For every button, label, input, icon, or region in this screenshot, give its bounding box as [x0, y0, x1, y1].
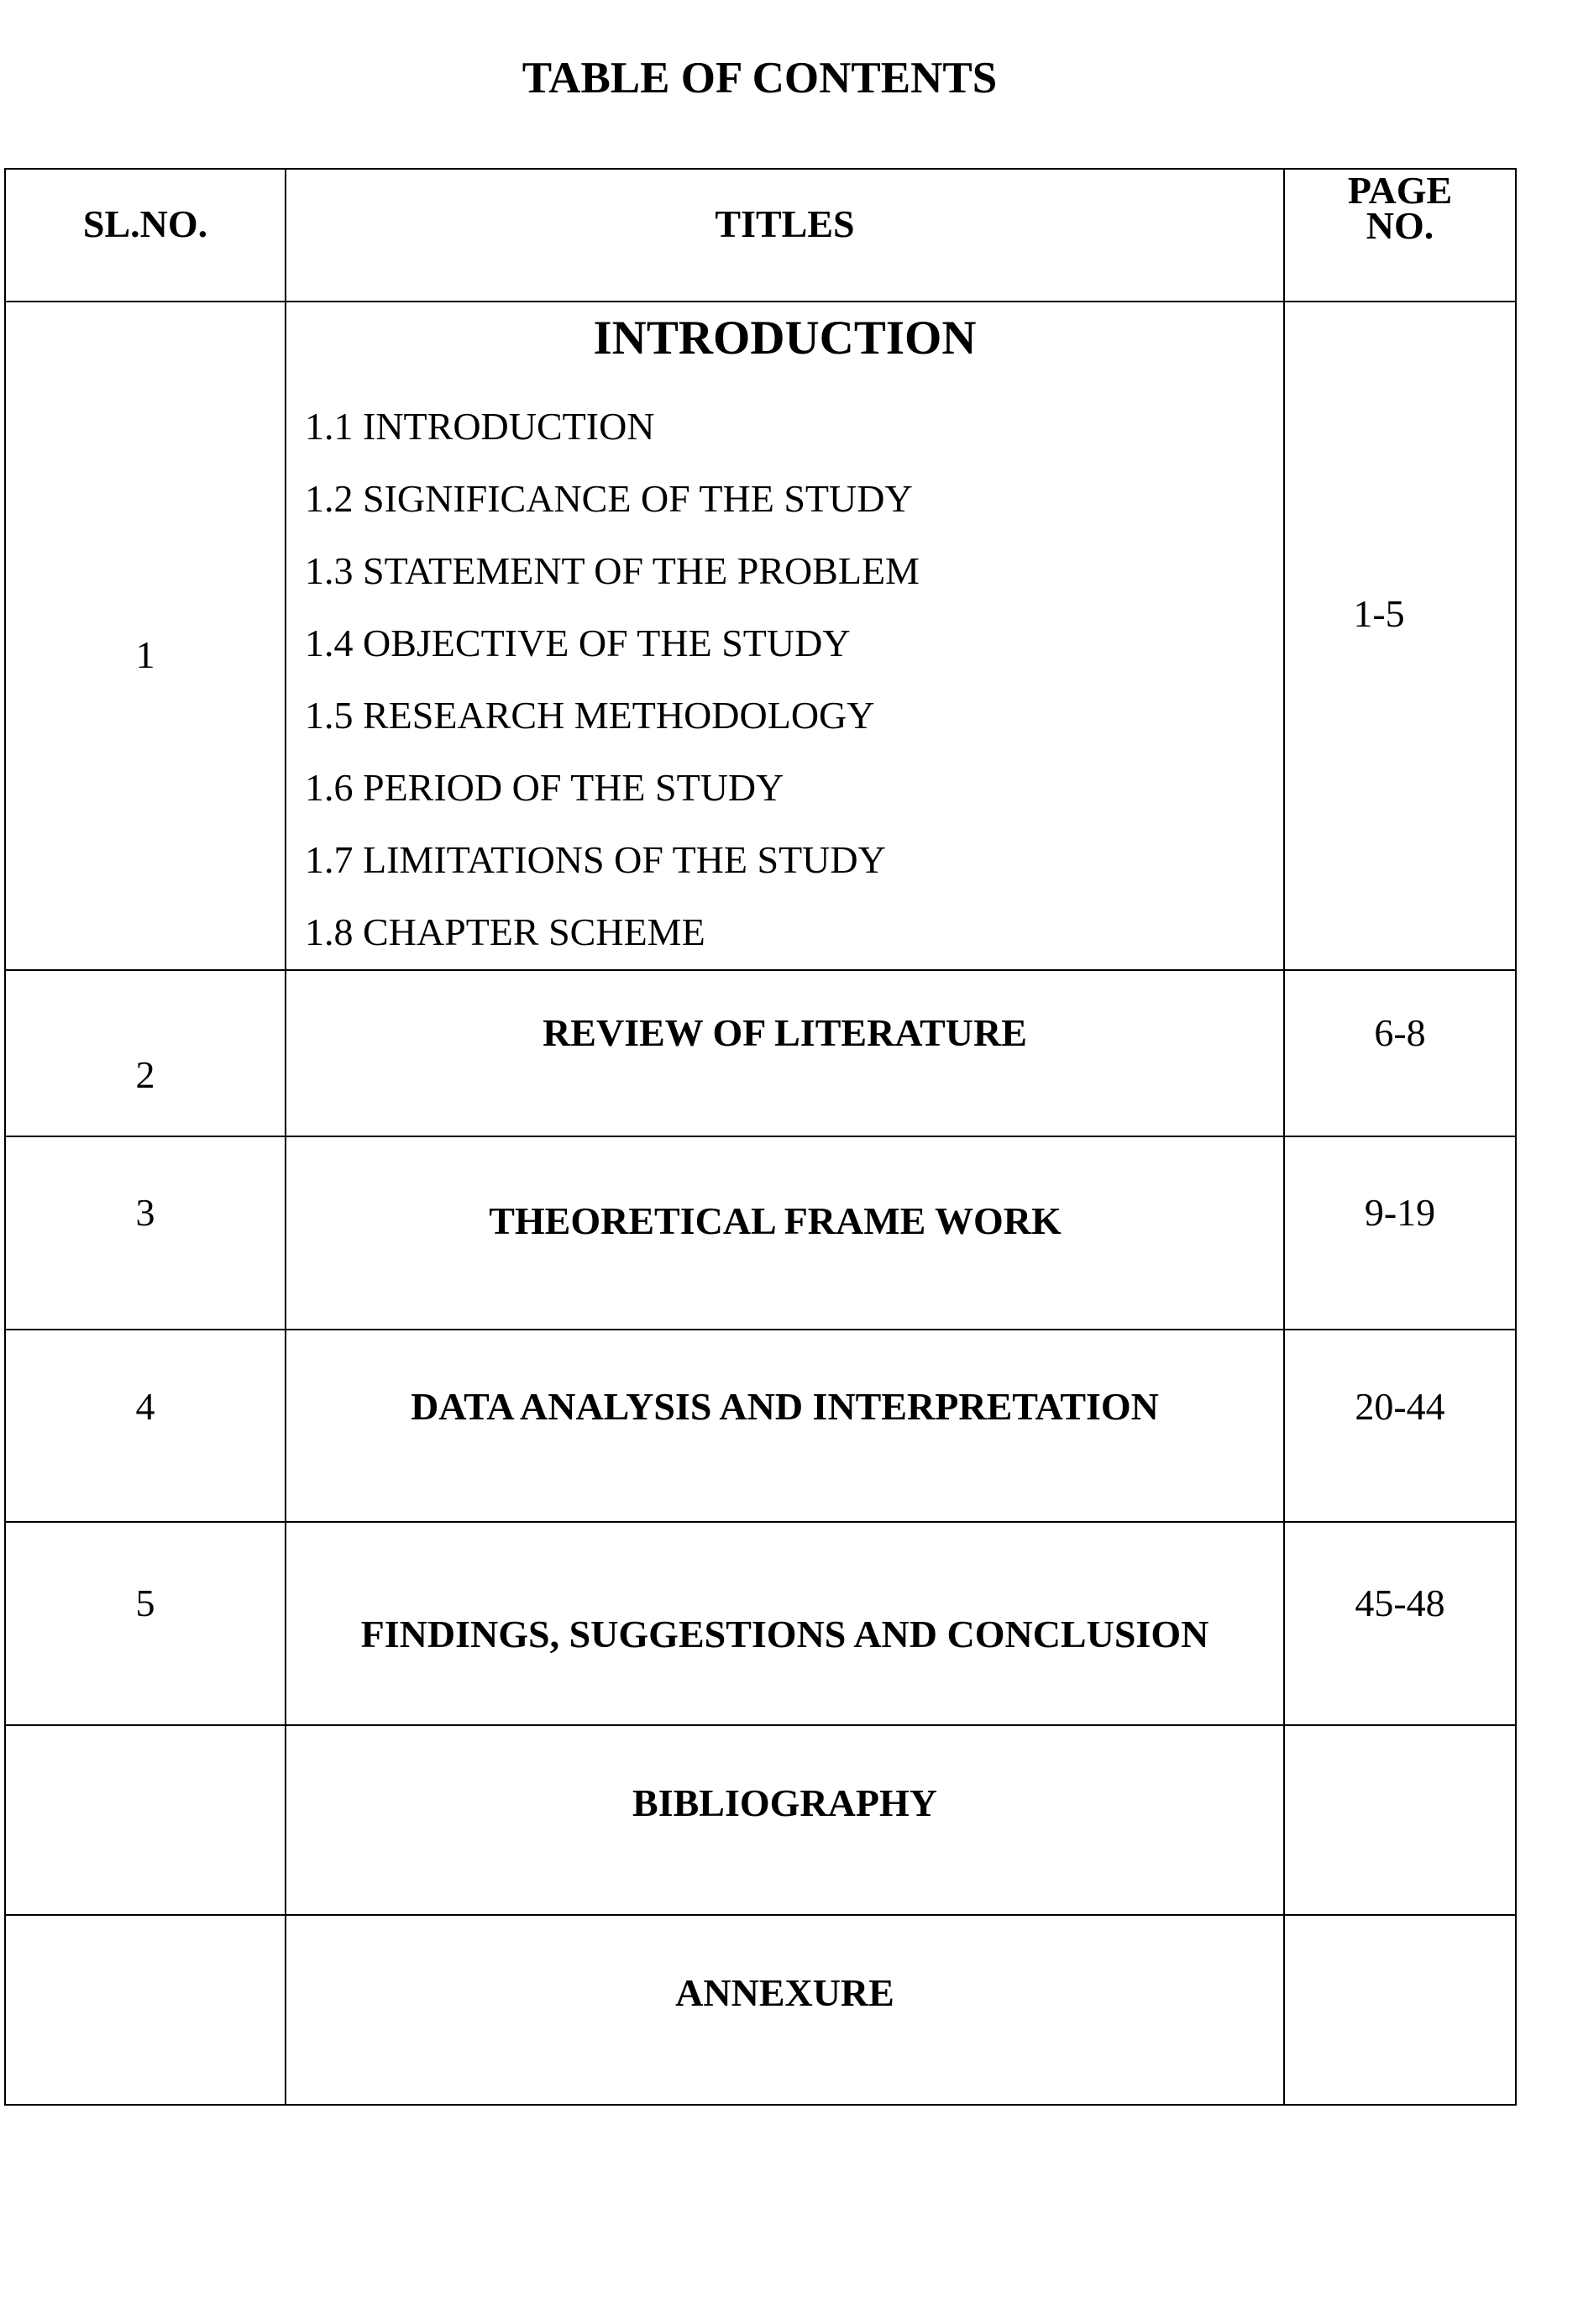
sl-no: 2: [135, 1053, 155, 1096]
sl-no-cell: [5, 970, 286, 1136]
title-cell: [286, 1725, 1284, 1915]
sl-no: 5: [135, 1582, 155, 1624]
page-no-cell: [1284, 1725, 1516, 1915]
page-no-cell: [1284, 1915, 1516, 2105]
table-row: [5, 1725, 1516, 1915]
page-title: TABLE OF CONTENTS: [522, 54, 998, 102]
list-item: 1.5 RESEARCH METHODOLOGY: [305, 694, 875, 737]
title-cell: [286, 970, 1284, 1136]
title-cell: [286, 1522, 1284, 1725]
chapter-heading: INTRODUCTION: [593, 312, 977, 365]
page-no-cell: [1284, 1330, 1516, 1522]
list-item: 1.3 STATEMENT OF THE PROBLEM: [305, 549, 920, 592]
header-sl-no: SL.NO.: [82, 202, 208, 245]
list-item: 1.2 SIGNIFICANCE OF THE STUDY: [305, 477, 913, 520]
row-title: DATA ANALYSIS AND INTERPRETATION: [411, 1385, 1159, 1428]
table-row: [5, 970, 1516, 1136]
list-item: 1.4 OBJECTIVE OF THE STUDY: [305, 622, 851, 664]
header-page-no-line1: PAGE: [1347, 169, 1453, 212]
row-title: THEORETICAL FRAME WORK: [489, 1199, 1062, 1242]
title-cell: [286, 1136, 1284, 1330]
list-item: 1.6 PERIOD OF THE STUDY: [305, 766, 784, 809]
list-item: 1.1 INTRODUCTION: [305, 405, 655, 448]
table-row: [5, 1915, 1516, 2105]
table-row: [5, 1136, 1516, 1330]
sl-no: 4: [135, 1385, 155, 1428]
table-row: [5, 302, 1516, 970]
list-item: 1.8 CHAPTER SCHEME: [305, 910, 705, 953]
subsection-list: [305, 391, 920, 968]
row-title: ANNEXURE: [675, 1971, 894, 2014]
header-cell-page-no: [1284, 169, 1516, 302]
row-title: REVIEW OF LITERATURE: [543, 1011, 1027, 1054]
sl-no: 3: [135, 1191, 155, 1234]
contents-table: [4, 168, 1517, 2106]
header-titles: TITLES: [715, 202, 855, 245]
page-no-cell: [1284, 302, 1516, 970]
sl-no-cell: [5, 302, 286, 970]
title-cell: [286, 1330, 1284, 1522]
page-no-cell: [1284, 1522, 1516, 1725]
header-page-no-line2: NO.: [1366, 204, 1434, 247]
table-row: [5, 1522, 1516, 1725]
page-no: 9-19: [1364, 1191, 1436, 1234]
title-cell: [286, 302, 1284, 970]
sl-no: 1: [135, 633, 155, 676]
sl-no-cell: [5, 1915, 286, 2105]
row-title: FINDINGS, SUGGESTIONS AND CONCLUSION: [360, 1613, 1209, 1655]
sl-no-cell: [5, 1136, 286, 1330]
list-item: 1.7 LIMITATIONS OF THE STUDY: [305, 838, 886, 881]
page-no: 1-5: [1353, 592, 1405, 635]
row-title: BIBLIOGRAPHY: [632, 1781, 937, 1824]
page-no-cell: [1284, 970, 1516, 1136]
page-no: 45-48: [1355, 1582, 1445, 1624]
table-header-row: [5, 169, 1516, 302]
sl-no-cell: [5, 1330, 286, 1522]
sl-no-cell: [5, 1725, 286, 1915]
page-no: 20-44: [1355, 1385, 1445, 1428]
page-no: 6-8: [1374, 1011, 1426, 1054]
header-cell-sl-no: [5, 169, 286, 302]
page-no-cell: [1284, 1136, 1516, 1330]
header-cell-titles: [286, 169, 1284, 302]
sl-no-cell: [5, 1522, 286, 1725]
table-row: [5, 1330, 1516, 1522]
title-cell: [286, 1915, 1284, 2105]
